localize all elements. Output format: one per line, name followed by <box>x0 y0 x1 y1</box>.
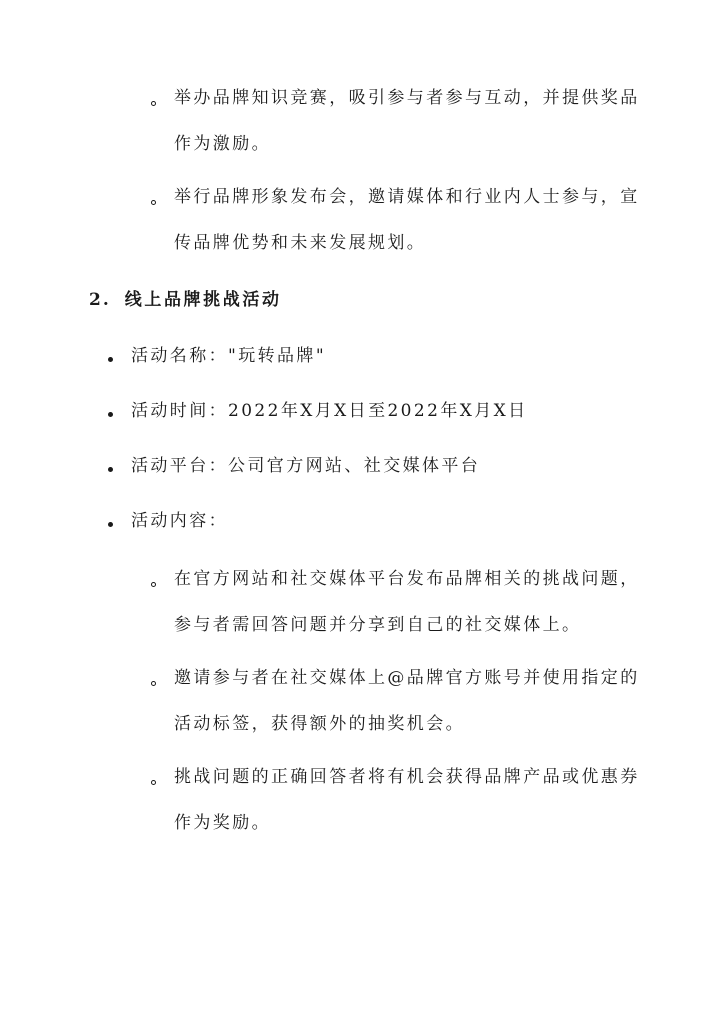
detail-item: 活动时间：2022年X月X日至2022年X月X日 <box>131 401 528 421</box>
list-item-line: 举行品牌形象发布会，邀请媒体和行业内人士参与，宣 <box>174 187 640 207</box>
circle-bullet-icon <box>151 101 156 106</box>
dot-bullet-icon <box>108 467 113 472</box>
list-item-line: 作为激励。 <box>174 134 271 154</box>
section-title: 线上品牌挑战活动 <box>124 290 282 310</box>
circle-bullet-icon <box>151 582 156 587</box>
list-item-line: 邀请参与者在社交媒体上@品牌官方账号并使用指定的 <box>174 668 640 688</box>
detail-item: 活动名称："玩转品牌" <box>131 346 327 366</box>
section-number: 2. <box>89 290 111 310</box>
section-heading <box>89 290 282 310</box>
detail-item: 活动平台：公司官方网站、社交媒体平台 <box>131 456 481 476</box>
list-item-line: 活动标签，获得额外的抽奖机会。 <box>174 714 465 734</box>
list-item-line: 挑战问题的正确回答者将有机会获得品牌产品或优惠券 <box>174 767 640 787</box>
list-item-line: 在官方网站和社交媒体平台发布品牌相关的挑战问题， <box>174 569 640 589</box>
circle-bullet-icon <box>151 780 156 785</box>
list-item-line: 传品牌优势和未来发展规划。 <box>174 233 427 253</box>
circle-bullet-icon <box>151 681 156 686</box>
list-item-line: 作为奖励。 <box>174 813 271 833</box>
dot-bullet-icon <box>108 522 113 527</box>
list-item-line: 参与者需回答问题并分享到自己的社交媒体上。 <box>174 615 582 635</box>
circle-bullet-icon <box>151 200 156 205</box>
list-item-line: 举办品牌知识竞赛，吸引参与者参与互动，并提供奖品 <box>174 88 640 108</box>
dot-bullet-icon <box>108 412 113 417</box>
dot-bullet-icon <box>108 357 113 362</box>
detail-item: 活动内容： <box>131 511 228 531</box>
